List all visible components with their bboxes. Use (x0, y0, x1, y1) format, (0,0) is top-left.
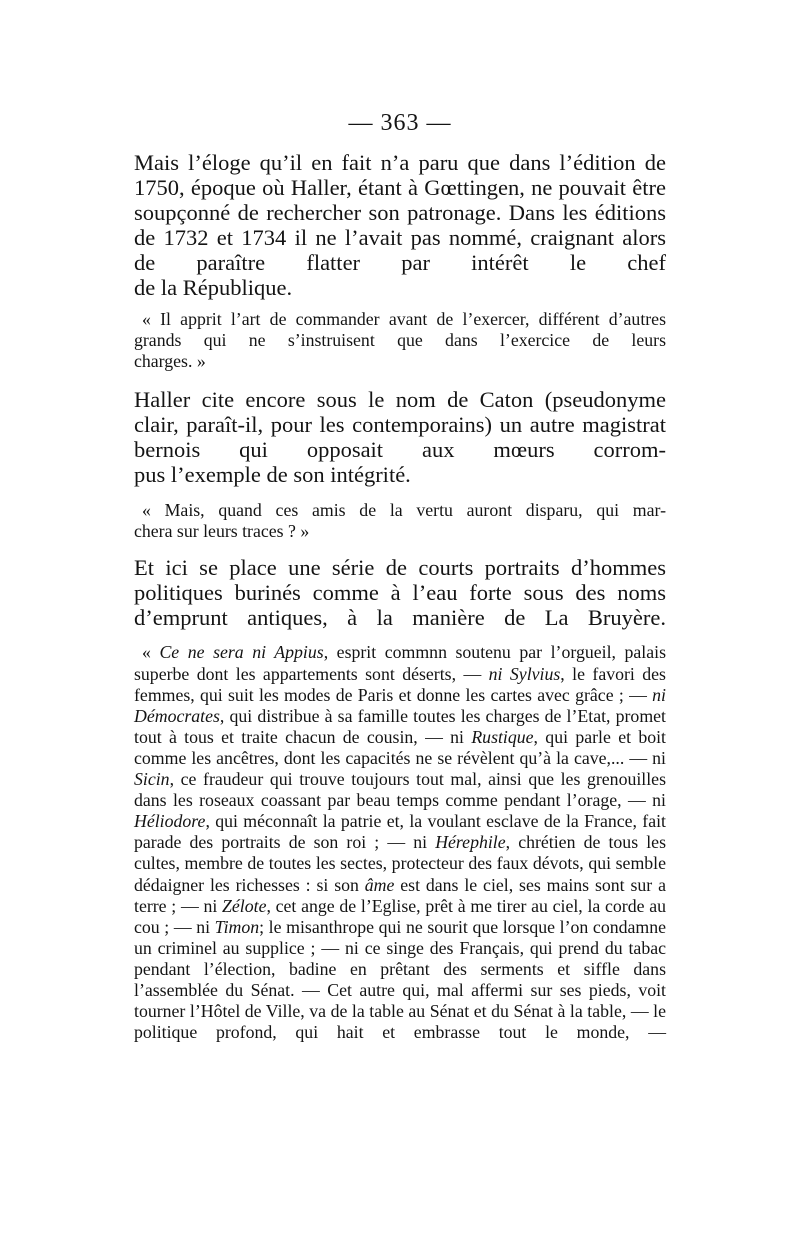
quote-commander (134, 309, 666, 372)
paragraph-portraits: Et ici se place une série de courts portraits d’hommes politiques burinés comme à l’eau forte sous des noms d’emprunt antiques, à la manière de La Bruyère. (134, 555, 666, 631)
quote-segment: , esprit commnn soutenu par l’orgueil, palais superbe dont les appartements sont déserts, — (134, 642, 666, 684)
quote-segment: « (142, 642, 160, 663)
paragraph-last-line: de la République. (134, 275, 293, 300)
portrait-name: Sicin (134, 769, 170, 790)
quote-segment: , le favori des femmes, qui suit les modes de Paris et donne les cartes avec grâce ; — (134, 663, 666, 705)
quote-last-line: chera sur leurs traces ? » (134, 521, 310, 542)
quote-portraits (134, 642, 666, 1043)
paragraph-last-line: pus l’exemple de son intégrité. (134, 462, 411, 488)
paragraph-haller-edition (134, 150, 666, 300)
quote-segment: , ce fraudeur qui trouve toujours tout mal, ainsi que les grenouilles dans les roseaux coassant par beau temps comme pendant l’orage, — ni (134, 769, 666, 811)
paragraph-text: Mais l’éloge qu’il en fait n’a paru que dans l’édition de 1750, époque où Haller, étant à Gœttingen, ne pouvait être soupçonné de rechercher son patronage. Dans les éditions de 1732 et 1734 il ne l’avait pas nommé, craignant alors de paraître flatter par intérêt le chef (134, 150, 666, 275)
quote-text: « Il apprit l’art de commander avant de l’exercer, différent d’autres grands qui ne s’instruisent que dans l’exercice de leurs (134, 309, 666, 351)
portrait-name: Ce ne sera ni Appius (159, 642, 324, 663)
emphasis-word: âme (364, 874, 395, 895)
portrait-name: Héliodore (134, 811, 206, 832)
portrait-name: Rustique (471, 726, 534, 747)
portrait-name: ni Démocrates (134, 684, 666, 726)
page-number: — 363 — (348, 110, 452, 136)
portrait-name: Zélote (222, 895, 267, 916)
quote-segment: ; le misanthrope qui ne sourit que lorsque l’on condamne un criminel au supplice ; — ni ce singe des Français, qui prend du tabac pendant l’élection, badine en prêtant des serments et siffle dans l’assemblée du Sénat. — Cet autre qui, mal affermi sur ses pieds, voit tourner l’Hôtel de Ville, va de la table au Sénat et du Sénat à la table, — le politique profond, qui hait et embrasse tout le monde, — (134, 916, 666, 1043)
quote-segment: est dans le ciel, ses mains sont sur a terre ; — ni (134, 874, 666, 916)
page-body (134, 150, 666, 1043)
quote-last-line: charges. » (134, 351, 206, 372)
quote-segment: , chrétien de tous les cultes, membre de toutes les sectes, protecteur des faux dévots, qui semble dédaigner les richesses : si son (134, 832, 666, 895)
quote-segment: , qui parle et boit comme les ancêtres, dont les capacités ne se révèlent qu’à la cave,... — ni (134, 726, 666, 768)
quote-segment: , qui distribue à sa famille toutes les charges de l’Etat, promet tout à tous et traite chacun de cousin, — ni (134, 705, 666, 747)
portrait-name: ni Sylvius (488, 663, 561, 684)
quote-text: « Mais, quand ces amis de la vertu auront disparu, qui mar- (142, 500, 666, 521)
quote-segment: , cet ange de l’Eglise, prêt à me tirer au ciel, la corde au cou ; — ni (134, 895, 666, 937)
quote-vertu (134, 500, 666, 542)
quote-segment: , qui méconnaît la patrie et, la voulant esclave de la France, fait parade des portraits de son roi ; — ni (134, 811, 666, 853)
portrait-name: Hérephile (435, 832, 506, 853)
paragraph-text: Haller cite encore sous le nom de Caton (pseudonyme clair, paraît-il, pour les contemporains) un autre magistrat bernois qui opposait aux mœurs corrom- (134, 387, 666, 463)
portrait-name: Timon (214, 916, 260, 937)
paragraph-caton (134, 387, 666, 487)
